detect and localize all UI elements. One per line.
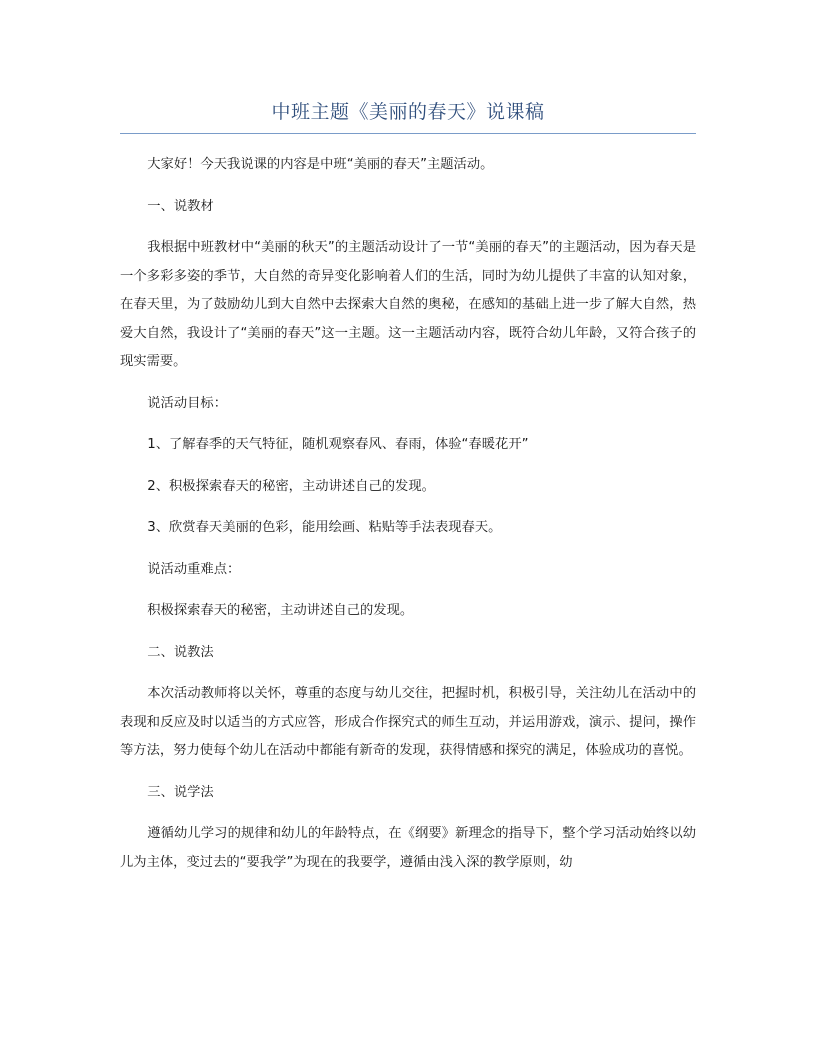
objective-item-3: 3、欣赏春天美丽的色彩，能用绘画、粘贴等手法表现春天。 <box>147 520 502 535</box>
objective-item-2: 2、积极探索春天的秘密，主动讲述自己的发现。 <box>147 478 435 494</box>
learning-method-paragraph: 遵循幼儿学习的规律和幼儿的年龄特点，在《纲要》新理念的指导下，整个学习活动始终以幼儿为主体，变过去的“要我学”为现在的我要学，遵循由浅入深的教学原则，幼 <box>120 826 696 870</box>
key-difficulties-heading: 说活动重难点： <box>147 561 241 577</box>
title-divider <box>120 133 696 134</box>
section-heading-teaching-material: 一、说教材 <box>147 198 214 214</box>
document-title: 中班主题《美丽的春天》说课稿 <box>271 101 545 123</box>
objectives-heading: 说活动目标： <box>147 395 228 411</box>
teaching-material-paragraph: 我根据中班教材中“美丽的秋天”的主题活动设计了一节“美丽的春天”的主题活动，因为春天是一个多彩多姿的季节，大自然的奇异变化影响着人们的生活，同时为幼儿提供了丰富的认知对象，在春天里，为了鼓励幼儿到大自然中去探索大自然的奥秘，在感知的基础上进一步了解大自然，热爱大自然，我设计了“美丽的春天”这一主题。这一主题活动内容，既符合幼儿年龄，又符合孩子的现实需要。 <box>120 240 696 369</box>
key-difficulties-paragraph: 积极探索春天的秘密，主动讲述自己的发现。 <box>147 603 414 618</box>
section-heading-teaching-method: 二、说教法 <box>147 644 214 660</box>
greeting-paragraph: 大家好！今天我说课的内容是中班“美丽的春天”主题活动。 <box>147 157 494 172</box>
document-body <box>120 151 696 890</box>
objective-item-1: 1、了解春季的天气特征，随机观察春风、春雨，体验“春暖花开” <box>147 437 529 452</box>
section-heading-learning-method: 三、说学法 <box>147 784 214 800</box>
teaching-method-paragraph: 本次活动教师将以关怀，尊重的态度与幼儿交往，把握时机，积极引导，关注幼儿在活动中的表现和反应及时以适当的方式应答，形成合作探究式的师生互动，并运用游戏，演示、提问，操作等方法，努力使每个幼儿在活动中都能有新奇的发现，获得情感和探究的满足，体验成功的喜悦。 <box>120 686 696 758</box>
